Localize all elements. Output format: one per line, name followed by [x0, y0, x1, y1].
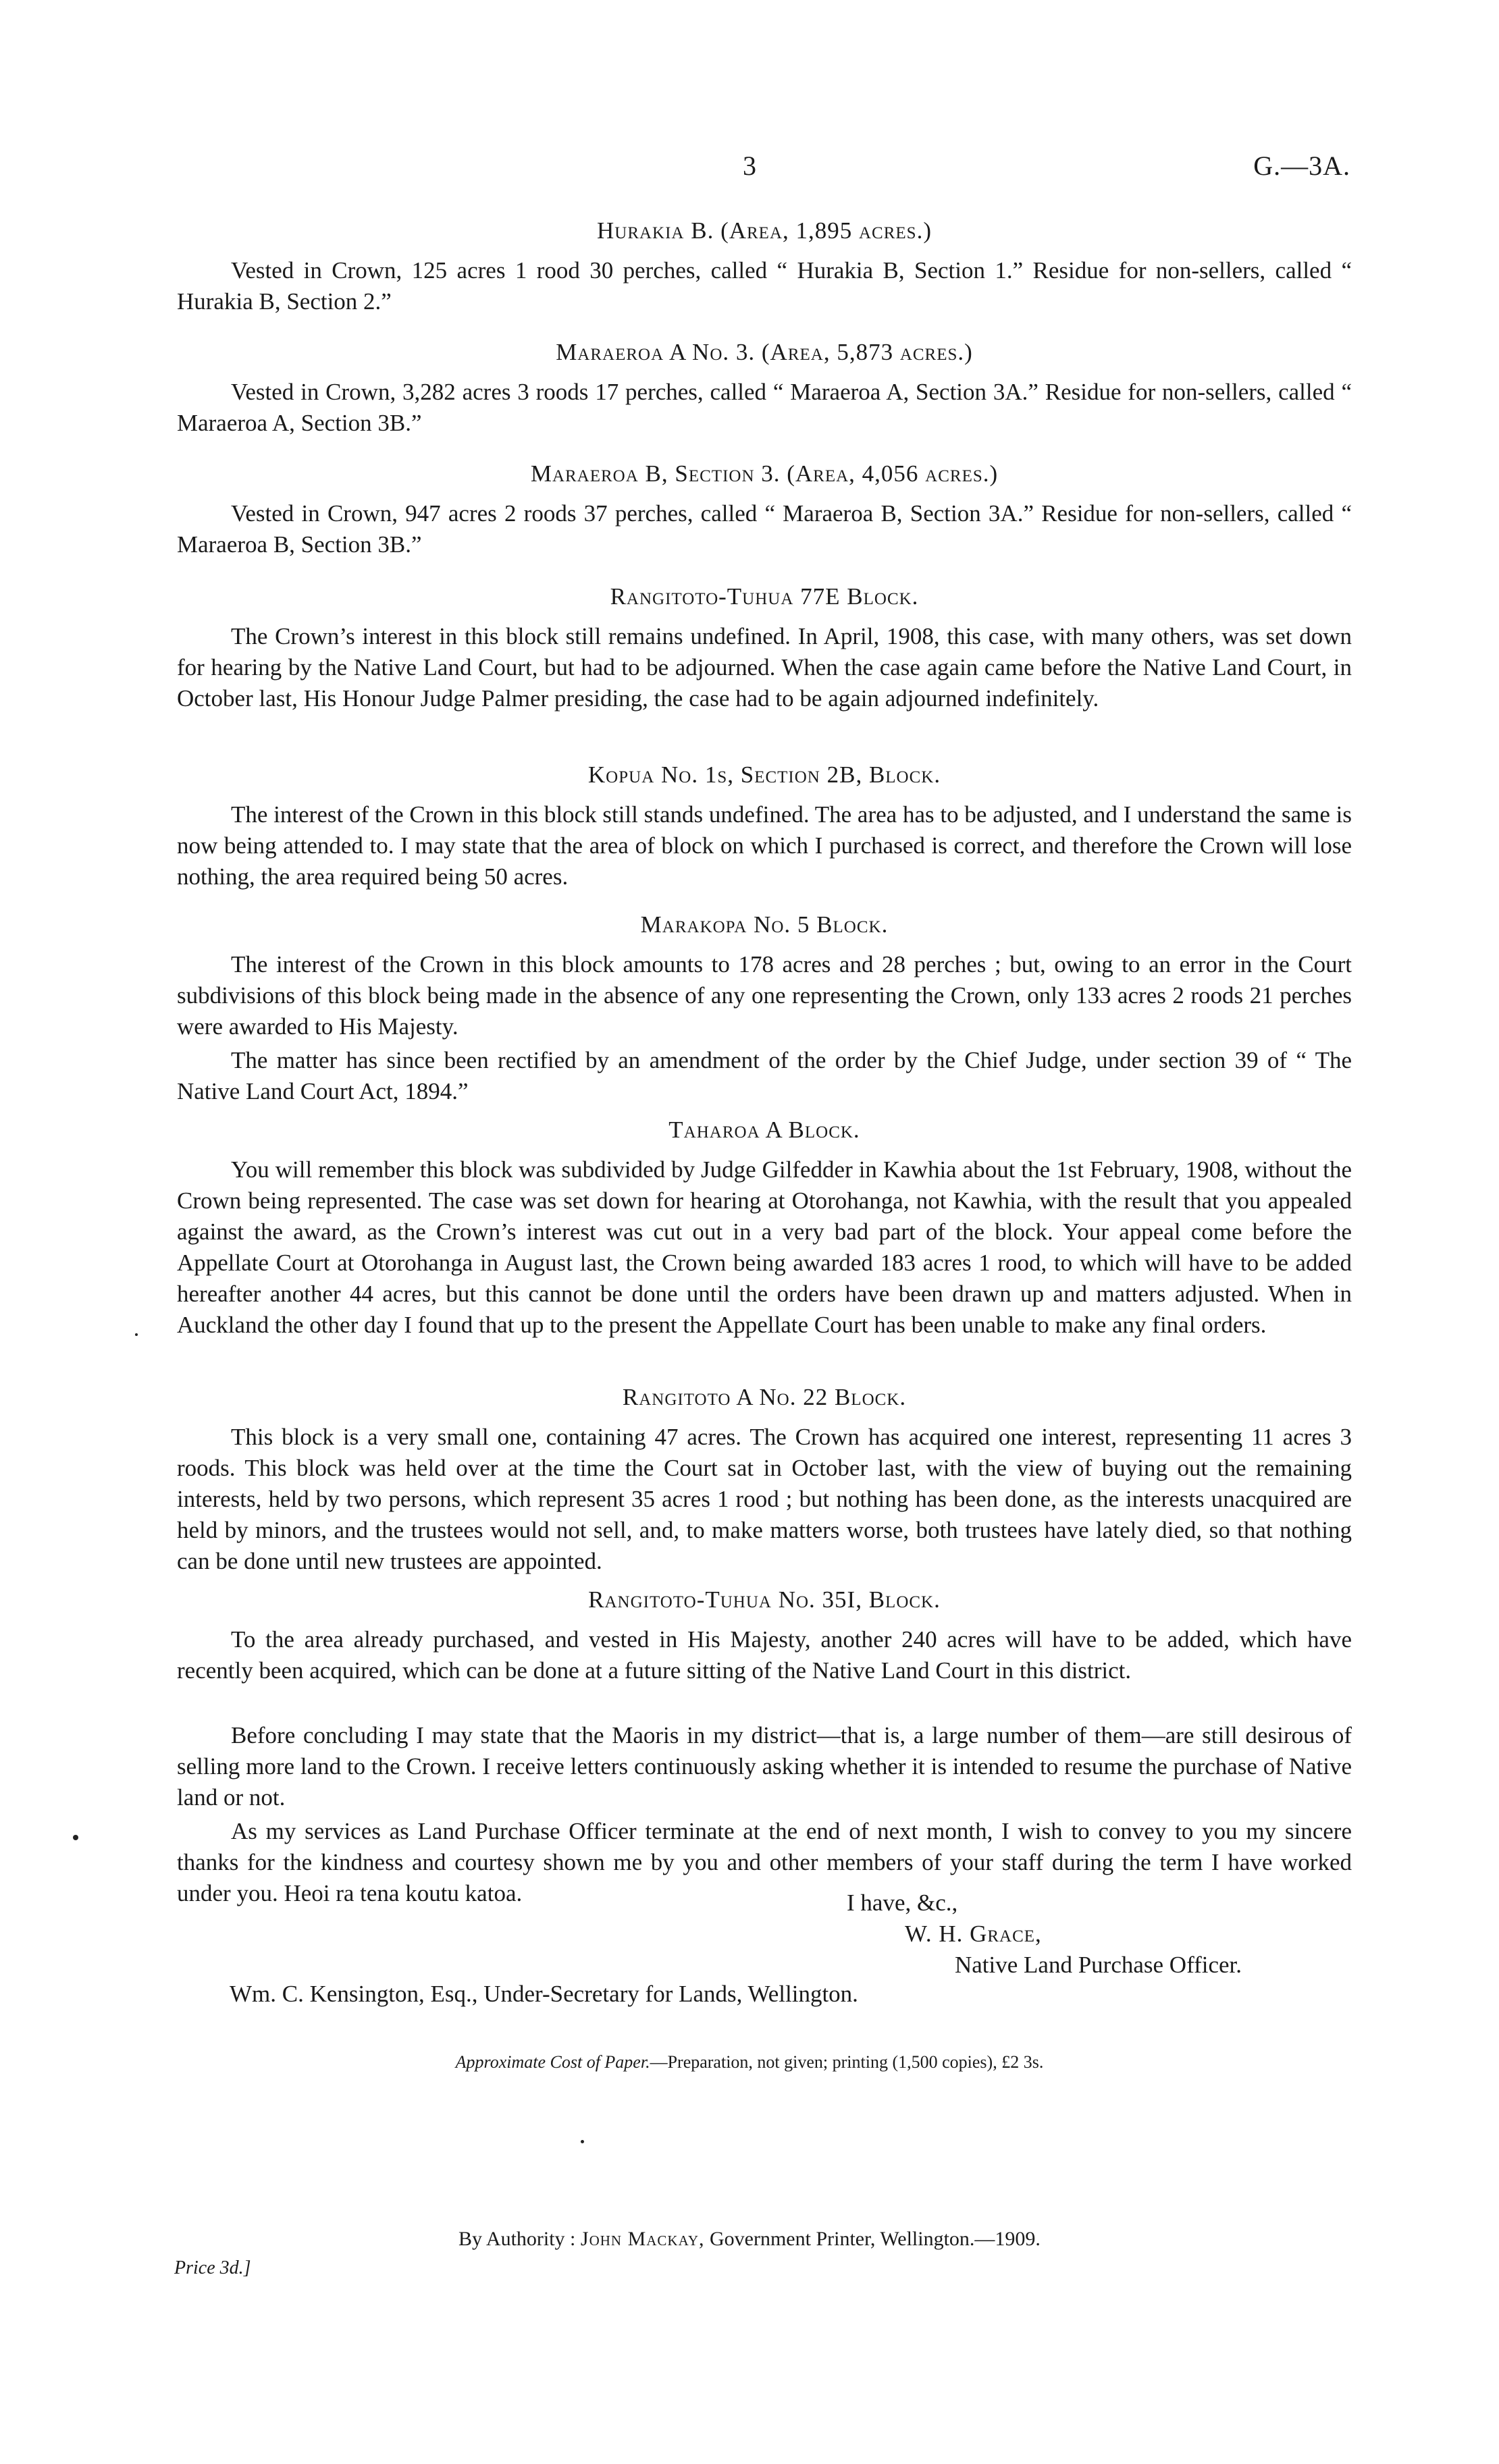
section-heading: Maraeroa B, Section 3. (Area, 4,056 acres.) — [530, 460, 999, 487]
printer-name: John Mackay, — [580, 2228, 705, 2250]
signoff-title: Native Land Purchase Officer. — [955, 1952, 1242, 1978]
section-maraeroa-b — [177, 458, 1352, 560]
printer-authority — [0, 2228, 1499, 2251]
cost-text: —Preparation, not given; printing (1,500 copies), £2 3s. — [650, 2052, 1044, 2072]
section-paragraph: Vested in Crown, 947 acres 2 roods 37 perches, called “ Maraeroa B, Section 3A.” Residue for non-sellers, called “ Maraeroa B, Section 3B.” — [177, 500, 1352, 558]
section-paragraph: Vested in Crown, 125 acres 1 rood 30 perches, called “ Hurakia B, Section 1.” Residue for non-sellers, called “ Hurakia B, Section 2.” — [177, 257, 1352, 315]
section-heading: Rangitoto-Tuhua 77E Block. — [610, 583, 919, 610]
section-closing — [177, 1720, 1352, 1909]
section-paragraph: The interest of the Crown in this block still stands undefined. The area has to be adjusted, and I understand the same is now being attended to. I may state that the area of block on which I purchased is correct, and therefore the Crown will lose nothing, the area required being 50 acres. — [177, 801, 1352, 890]
scan-speck — [135, 1333, 138, 1336]
section-paragraph: The Crown’s interest in this block still remains undefined. In April, 1908, this case, with many others, was set down for hearing by the Native Land Court, but had to be adjourned. When the case again came before the Native Land Court, in October last, His Honour Judge Palmer presiding, the case had to be again adjourned indefinitely. — [177, 623, 1352, 712]
signoff-name: W. H. Grace, — [905, 1921, 1042, 1947]
closing-paragraph: As my services as Land Purchase Officer terminate at the end of next month, I wish to convey to you my sincere thanks for the kindness and courtesy shown me by you and other members of your staff during the term I have worked under you. Heoi ra tena koutu katoa. — [177, 1818, 1352, 1906]
cost-label: Approximate Cost of Paper. — [455, 2052, 650, 2072]
printer-details: Government Printer, Wellington.—1909. — [710, 2228, 1041, 2250]
section-heading: Kopua No. 1s, Section 2B, Block. — [587, 761, 941, 788]
section-marakopa — [177, 909, 1352, 1107]
section-paragraph: The matter has since been rectified by an amendment of the order by the Chief Judge, under section 39 of “ The Native Land Court Act, 1894.” — [177, 1047, 1352, 1104]
price-note: Price 3d.] — [174, 2257, 251, 2278]
scan-speck — [581, 2140, 584, 2143]
section-paragraph: Vested in Crown, 3,282 acres 3 roods 17 perches, called “ Maraeroa A, Section 3A.” Residue for non-sellers, called “ Maraeroa A, Section 3B.” — [177, 379, 1352, 436]
section-kopua — [177, 759, 1352, 892]
section-heading: Marakopa No. 5 Block. — [640, 911, 889, 938]
section-heading: Taharoa A Block. — [668, 1117, 860, 1143]
section-rangitoto-a-22 — [177, 1381, 1352, 1577]
section-paragraph: To the area already purchased, and vested in His Majesty, another 240 acres will have to be added, which have recently been acquired, which can be done at a future sitting of the Native Land Court in this district. — [177, 1626, 1352, 1684]
cost-of-paper — [0, 2052, 1499, 2072]
section-maraeroa-a — [177, 336, 1352, 439]
scan-speck — [73, 1835, 78, 1840]
section-rangitoto-tuhua-35i — [177, 1584, 1352, 1686]
section-taharoa-a — [177, 1114, 1352, 1341]
section-paragraph: The interest of the Crown in this block amounts to 178 acres and 28 perches ; but, owing to an error in the Court subdivisions of this block being made in the absence of any one representing the Crown, only 133 acres 2 roods 21 perches were awarded to His Majesty. — [177, 951, 1352, 1040]
section-heading: Maraeroa A No. 3. (Area, 5,873 acres.) — [556, 339, 973, 365]
document-reference: G.—3A. — [1253, 151, 1350, 181]
signoff-closing: I have, &c., — [847, 1890, 958, 1916]
closing-paragraph: Before concluding I may state that the Maoris in my district—that is, a large number of them—are still desirous of selling more land to the Crown. I receive letters continuously asking whether it is intended to resume the purchase of Native land or not. — [177, 1722, 1352, 1811]
section-heading: Rangitoto-Tuhua No. 35I, Block. — [588, 1586, 941, 1613]
section-paragraph: You will remember this block was subdivided by Judge Gilfedder in Kawhia about the 1st February, 1908, without the Crown being represented. The case was set down for hearing at Otorohanga, not Kawhia, with the result that you appealed against the award, as the Crown’s interest was cut out in a very bad part of the block. Your appeal come before the Appellate Court at Otorohanga in August last, the Crown being awarded 183 acres 1 rood, to which will have to be added hereafter another 44 acres, but this cannot be done until the orders have been drawn up and matters adjusted. When in Auckland the other day I found that up to the present the Appellate Court has been unable to make any final orders. — [177, 1156, 1352, 1338]
section-paragraph: This block is a very small one, containing 47 acres. The Crown has acquired one interest, representing 11 acres 3 roods. This block was held over at the time the Court sat in October last, with the view of buying out the remaining interests, held by two persons, which represent 35 acres 1 rood ; but nothing has been done, as the interests unacquired are held by minors, and the trustees would not sell, and, to make matters worse, both trustees have lately died, so that nothing can be done until new trustees are appointed. — [177, 1424, 1352, 1574]
section-rangitoto-tuhua-77e — [177, 581, 1352, 714]
section-hurakia-b — [177, 215, 1352, 317]
section-heading: Rangitoto A No. 22 Block. — [622, 1384, 907, 1410]
section-heading: Hurakia B. (Area, 1,895 acres.) — [596, 217, 932, 244]
addressee: Wm. C. Kensington, Esq., Under-Secretary for Lands, Wellington. — [230, 1981, 858, 2007]
authority-prefix: By Authority : — [458, 2228, 576, 2250]
page-number: 3 — [743, 151, 756, 181]
